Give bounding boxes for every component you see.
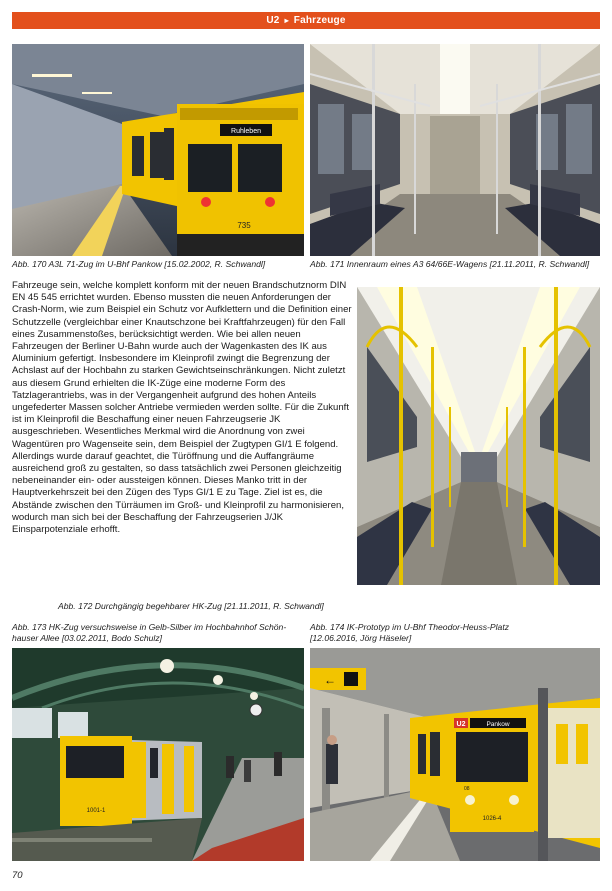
caption-fig174 [310, 622, 605, 644]
caption-fig173-line2: hauser Allee [03.02.2011, Bodo Schulz] [12, 633, 163, 643]
section-header [12, 12, 600, 29]
destination-sign-text: Ruhleben [231, 128, 261, 135]
destination-sign-text-174: Pankow [486, 721, 510, 728]
caption-fig171: Abb. 171 Innenraum eines A3 64/66E-Wagens [21.11.2011, R. Schwandl] [310, 259, 590, 269]
section-title: Fahrzeuge [293, 15, 346, 26]
section-code: U2 [266, 15, 280, 26]
photo-fig174 [310, 648, 600, 861]
arrow-left-icon: ← [324, 673, 336, 687]
chevron-right-icon: ▸ [284, 16, 289, 25]
car-number-170: 735 [237, 221, 251, 230]
car-number-174: 1026-4 [482, 816, 502, 822]
photo-fig172 [357, 287, 600, 585]
photo-fig171 [310, 44, 600, 256]
caption-fig174-line1: Abb. 174 IK-Prototyp im U-Bhf Theodor-Heuss-Platz [310, 622, 510, 632]
caption-fig172: Abb. 172 Durchgängig begehbarer HK-Zug [21.11.2011, R. Schwandl] [58, 601, 324, 611]
photo-fig170 [12, 44, 304, 256]
car-number-173: 1001-1 [86, 808, 106, 814]
caption-fig170: Abb. 170 A3L 71-Zug im U-Bhf Pankow [15.02.2002, R. Schwandl] [12, 259, 266, 269]
signal-number: 08 [464, 786, 470, 792]
body-text: Fahrzeuge sein, welche komplett konform mit der neuen Brandschutznorm DIN EN 45 545 errichtet wurden. Ebenso mussten die neuen Anforderungen der Crash-Norm, wie zum Beispiel ein Schutz vor Aufklettern und die Definition einer Schutzzelle (vergleichbar einer Knautschzone bei Kraftfahrzeugen) für den Fall eines Zusammenstoßes, berücksichtigt werden. Wie bei allen neuen Fahrzeugen der Berliner U-Bahn wurde auch der Wagenkasten des IK aus Aluminium gefertigt. Insbesondere im Kleinprofil zwingt die Begrenzung der Achslast auf der Hochbahn zu starken Gewichtseinschränkungen. Nicht zuletzt aus diesem Grund erhielten die IK-Züge eine moderne Form des Tatzlagerantriebs, was in der Vergangenheit aufgrund des hohen Anteils ungefederter Massen solcher Antriebe vermieden werden sollte. Für die Zukunft ist im Kleinprofil die Beschaffung einer neuen Fahrzeugserie JK ausgeschrieben. Wesentliches Merkmal wird die Anordnung von zwei Wagentüren pro Wagenseite sein, dem Beispiel der Zugtypen GI/1 E folgend. Allerdings wurde darauf geachtet, die Türöffnung und die Auffangräume ausreichend groß zu gestalten, so dass tatsächlich zwei Personen gleichzeitig nebeneinander ein- oder aussteigen können. Dieses Manko tritt in der Hauptverkehrszeit bei den Zügen des Typs GI/1 E zu Tage. Ziel ist es, die Abstände zwischen den Türräumen im Groß- und Kleinprofil zu harmonisieren, wodurch man sich bei der Beschaffung der Fahrzeugserien J/JK Einsparpotenziale erhofft. [12, 280, 352, 536]
caption-fig174-line2: [12.06.2016, Jörg Häseler] [310, 633, 412, 643]
line-badge-text: U2 [456, 721, 466, 728]
caption-fig173 [12, 622, 307, 644]
caption-fig173-line1: Abb. 173 HK-Zug versuchsweise in Gelb-Silber im Hochbahnhof Schön- [12, 622, 287, 632]
photo-fig173 [12, 648, 304, 861]
page-number: 70 [12, 870, 23, 881]
